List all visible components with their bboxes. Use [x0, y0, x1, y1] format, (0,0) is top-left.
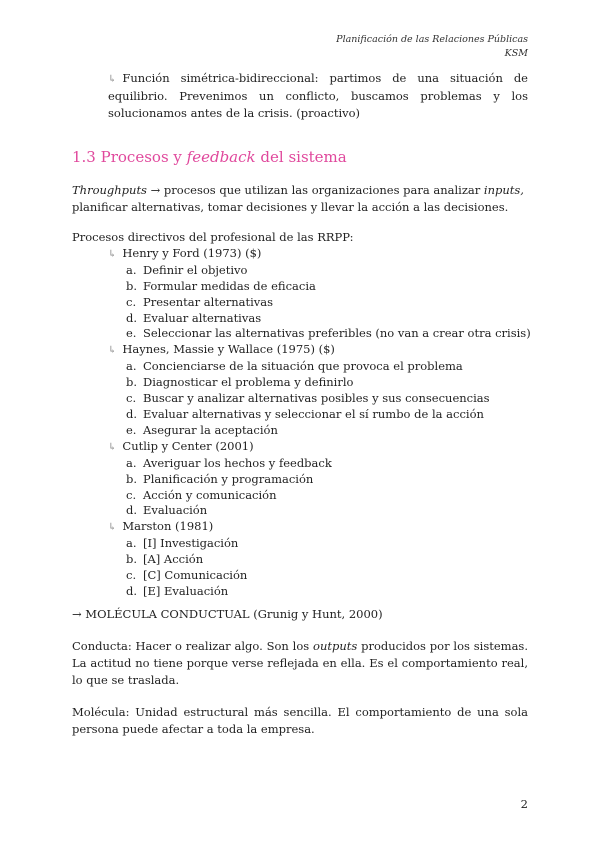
list-item: d. [E] Evaluación [126, 583, 229, 598]
list-item: a. [I] Investigación [126, 536, 239, 551]
list-item: a. Definir el objetivo [126, 262, 248, 277]
sub-arrow-icon: ↳ [108, 345, 117, 357]
list-item: b. Planificación y programación [126, 471, 314, 486]
process-group-title: ↳ Henry y Ford (1973) ($) [108, 245, 262, 260]
process-group [72, 342, 532, 438]
section-title-em: feedback [186, 148, 256, 166]
list-item: b. Formular medidas de eficacia [126, 278, 316, 293]
list-item: d. Evaluación [126, 503, 208, 518]
outputs-term: outputs [313, 639, 358, 653]
section-heading [72, 148, 347, 166]
sub-arrow-icon: ↳ [108, 522, 117, 534]
throughputs-em: inputs, [483, 183, 524, 197]
throughputs-arrow: → [150, 183, 161, 197]
sub-arrow-icon: ↳ [108, 441, 117, 453]
process-group-title: ↳ Marston (1981) [108, 519, 214, 534]
running-header-title: Planificación de las Relaciones Públicas [336, 34, 528, 45]
throughputs-term: Throughputs [72, 183, 147, 197]
process-group-title: ↳ Haynes, Massie y Wallace (1975) ($) [108, 342, 335, 357]
list-item: b. [A] Acción [126, 552, 204, 567]
process-group [72, 439, 532, 520]
section-title-a: Procesos y [100, 148, 182, 166]
intro-paragraph [108, 70, 528, 122]
process-group [72, 246, 532, 342]
list-item: c. [C] Comunicación [126, 568, 248, 583]
molecula-paragraph: Molécula: Unidad estructural más sencilla. El comportamiento de una sola persona puede afectar a toda la empresa. [72, 705, 528, 736]
molecule-heading: → MOLÉCULA CONDUCTUAL (Grunig y Hunt, 2000) [72, 607, 383, 621]
process-group-title: ↳ Cutlip y Center (2001) [108, 438, 254, 453]
list-item: c. Buscar y analizar alternativas posibles y sus consecuencias [126, 391, 490, 406]
list-item: d. Evaluar alternativas y seleccionar el sí rumbo de la acción [126, 406, 484, 421]
throughputs-text-a: procesos que utilizan las organizaciones para analizar [160, 183, 484, 197]
sub-arrow-icon: ↳ [108, 248, 117, 260]
list-item: c. Presentar alternativas [126, 294, 274, 309]
list-item: e. Asegurar la aceptación [126, 422, 278, 437]
list-item: e. Seleccionar las alternativas preferibles (no van a crear otra crisis) [126, 326, 531, 341]
section-title-b: del sistema [260, 148, 347, 166]
list-item: d. Evaluar alternativas [126, 310, 262, 325]
running-header-initials: KSM [504, 48, 528, 59]
page-number: 2 [520, 797, 528, 811]
processes-list [72, 230, 532, 600]
sub-arrow-icon: ↳ [108, 74, 117, 85]
list-item: a. Averiguar los hechos y feedback [126, 455, 332, 470]
throughputs-text-b: planificar alternativas, tomar decisiones y llevar la acción a las decisiones. [72, 200, 509, 214]
list-item: b. Diagnosticar el problema y definirlo [126, 375, 354, 390]
process-group [72, 519, 532, 600]
processes-intro: Procesos directivos del profesional de las RRPP: [72, 230, 354, 244]
section-number: 1.3 [72, 148, 96, 166]
list-item: c. Acción y comunicación [126, 487, 277, 502]
list-item: a. Concienciarse de la situación que provoca el problema [126, 359, 463, 374]
intro-text: Función simétrica-bidireccional: partimos de una situación de equilibrio. Prevenimos un conflicto, buscamos problemas y los solucionamos antes de la crisis. (proactivo) [108, 71, 528, 120]
throughputs-paragraph [72, 182, 532, 216]
conducta-paragraph: Conducta: Hacer o realizar algo. Son los outputs producidos por los sistemas. La actitud no tiene porque verse reflejada en ella. Es el comportamiento real, lo que se traslada. [72, 639, 528, 687]
